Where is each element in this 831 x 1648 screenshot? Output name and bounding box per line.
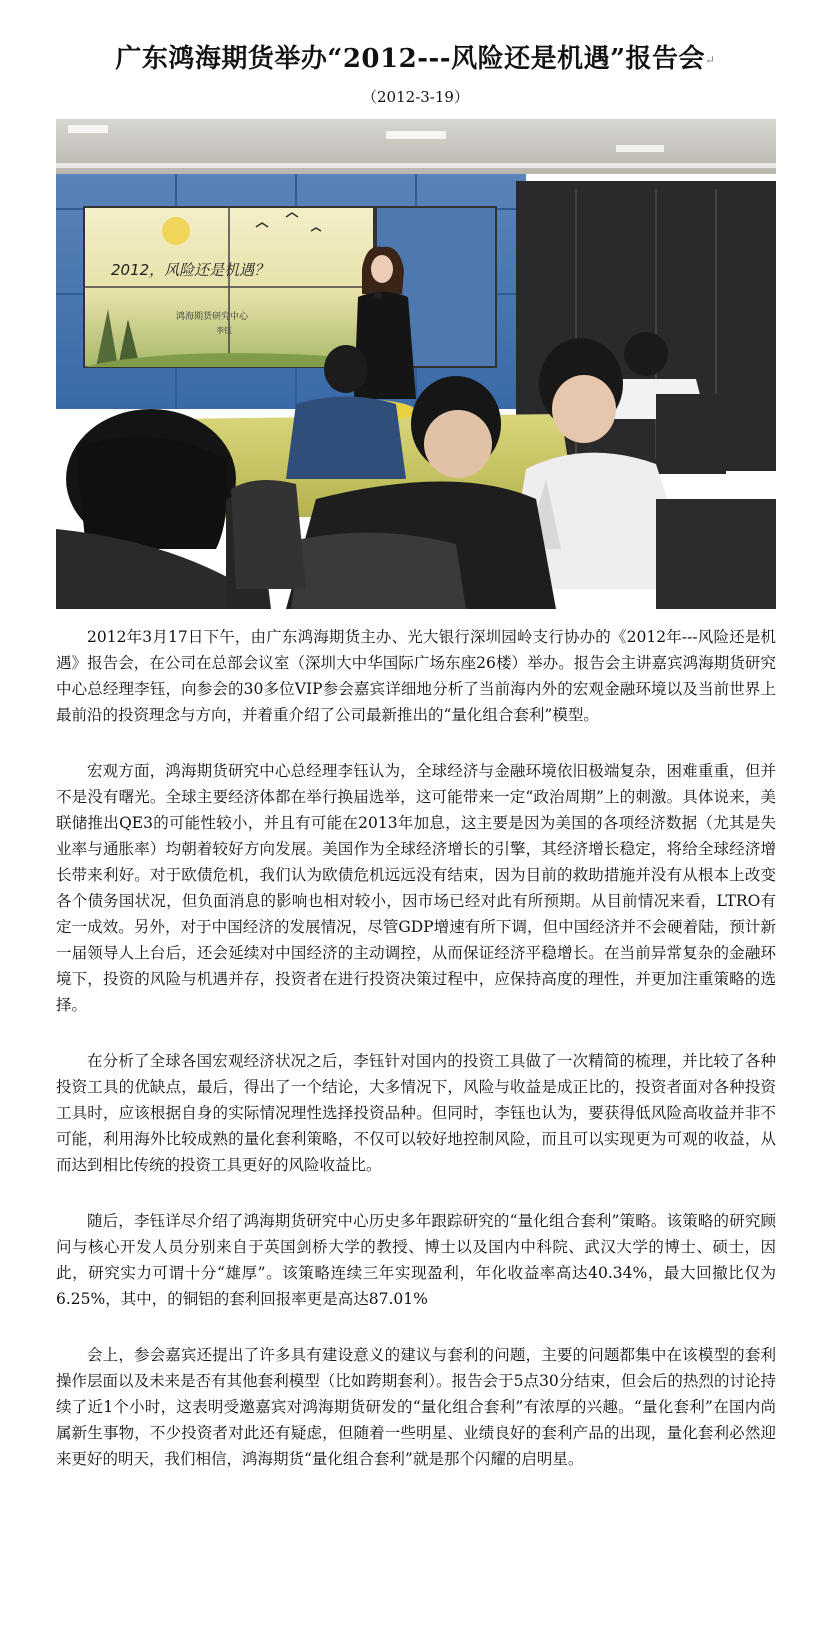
paragraph-return-mark: ↵ — [705, 53, 716, 67]
paragraph-tools: 在分析了全球各国宏观经济状况之后，李钰针对国内的投资工具做了一次精简的梳理，并比较了各种投资工具的优缺点，最后，得出了一个结论，大多情况下，风险与收益是成正比的，投资者面对各种投资工具时，应该根据自身的实际情况理性选择投资品种。但同时，李钰也认为，要获得低风险高收益并非不可能，利用海外比较成熟的量化套利策略，不仅可以较好地控制风险，而且可以实现更为可观的收益，从而达到相比传统的投资工具更好的风险收益比。 — [56, 1052, 776, 1174]
report-date: （2012-3-19） — [362, 88, 469, 106]
paragraph-macro: 宏观方面，鸿海期货研究中心总经理李钰认为，全球经济与金融环境依旧极端复杂，困难重重，但并不是没有曙光。全球主要经济体都在举行换届选举，这可能带来一定“政治周期”上的刺激。具体说来，美联储推出QE3的可能性较小，并且有可能在2013年加息，这主要是因为美国的各项经济数据（尤其是失业率与通胀率）均朝着较好方向发展。美国作为全球经济增长的引擎，其经济增长稳定，将给全球经济增长带来利好。对于欧债危机，我们认为欧债危机远远没有结束，因为目前的救助措施并没有从根本上改变各个债务国状况，但负面消息的影响也相对较小，因市场已经对此有所预期。从目前情况来看，LTRO有定一成效。另外，对于中国经济的发展情况，尽管GDP增速有所下调，但中国经济并不会硬着陆，预计新一届领导人上台后，还会延续对中国经济的主动调控，从而保证经济平稳增长。在当前异常复杂的金融环境下，投资的风险与机遇并存，投资者在进行投资决策过程中，应保持高度的理性，并更加注重策略的选择。 — [56, 762, 776, 1014]
paragraph-qa: 会上，参会嘉宾还提出了许多具有建设意义的建议与套利的问题，主要的问题都集中在该模型的套利操作层面以及未来是否有其他套利模型（比如跨期套利）。报告会于5点30分结束，但会后的热烈的讨论持续了近1个小时，这表明受邀嘉宾对鸿海期货研发的“量化组合套利”有浓厚的兴趣。“量化套利”在国内尚属新生事物，不少投资者对此还有疑虑，但随着一些明星、业绩良好的套利产品的出现，量化套利必然迎来更好的明天，我们相信，鸿海期货“量化组合套利”就是那个闪耀的启明星。 — [56, 1346, 776, 1468]
paragraph-intro: 2012年3月17日下午，由广东鸿海期货主办、光大银行深圳园岭支行协办的《2012年---风险还是机遇》报告会，在公司在总部会议室（深圳大中华国际广场东座26楼）举办。报告会主讲嘉宾鸿海期货研究中心总经理李钰，向参会的30多位VIP参会嘉宾详细地分析了当前海内外的宏观金融环境以及当前世界上最前沿的投资理念与方向，并着重介绍了公司最新推出的“量化组合套利”模型。 — [56, 628, 776, 724]
event-photo — [56, 119, 776, 609]
article-body — [56, 624, 776, 1502]
screen-subtitle: 鸿海期货研究中心 — [176, 312, 249, 322]
screen-speaker: 李钰 — [216, 326, 232, 335]
report-title-text: 广东鸿海期货举办“2012---风险还是机遇”报告会 — [115, 44, 706, 74]
paragraph-strategy: 随后，李钰详尽介绍了鸿海期货研究中心历史多年跟踪研究的“量化组合套利”策略。该策略的研究顾问与核心开发人员分别来自于英国剑桥大学的教授、博士以及国内中科院、武汉大学的博士、硕士，因此，研究实力可谓十分“雄厚”。该策略连续三年实现盈利，年化收益率高达40.34%，最大回撤比仅为6.25%，其中，的铜铝的套利回报率更是高达87.01% — [56, 1212, 776, 1308]
screen-heading: 2012，风险还是机遇？ — [111, 261, 270, 279]
report-title — [0, 38, 831, 75]
